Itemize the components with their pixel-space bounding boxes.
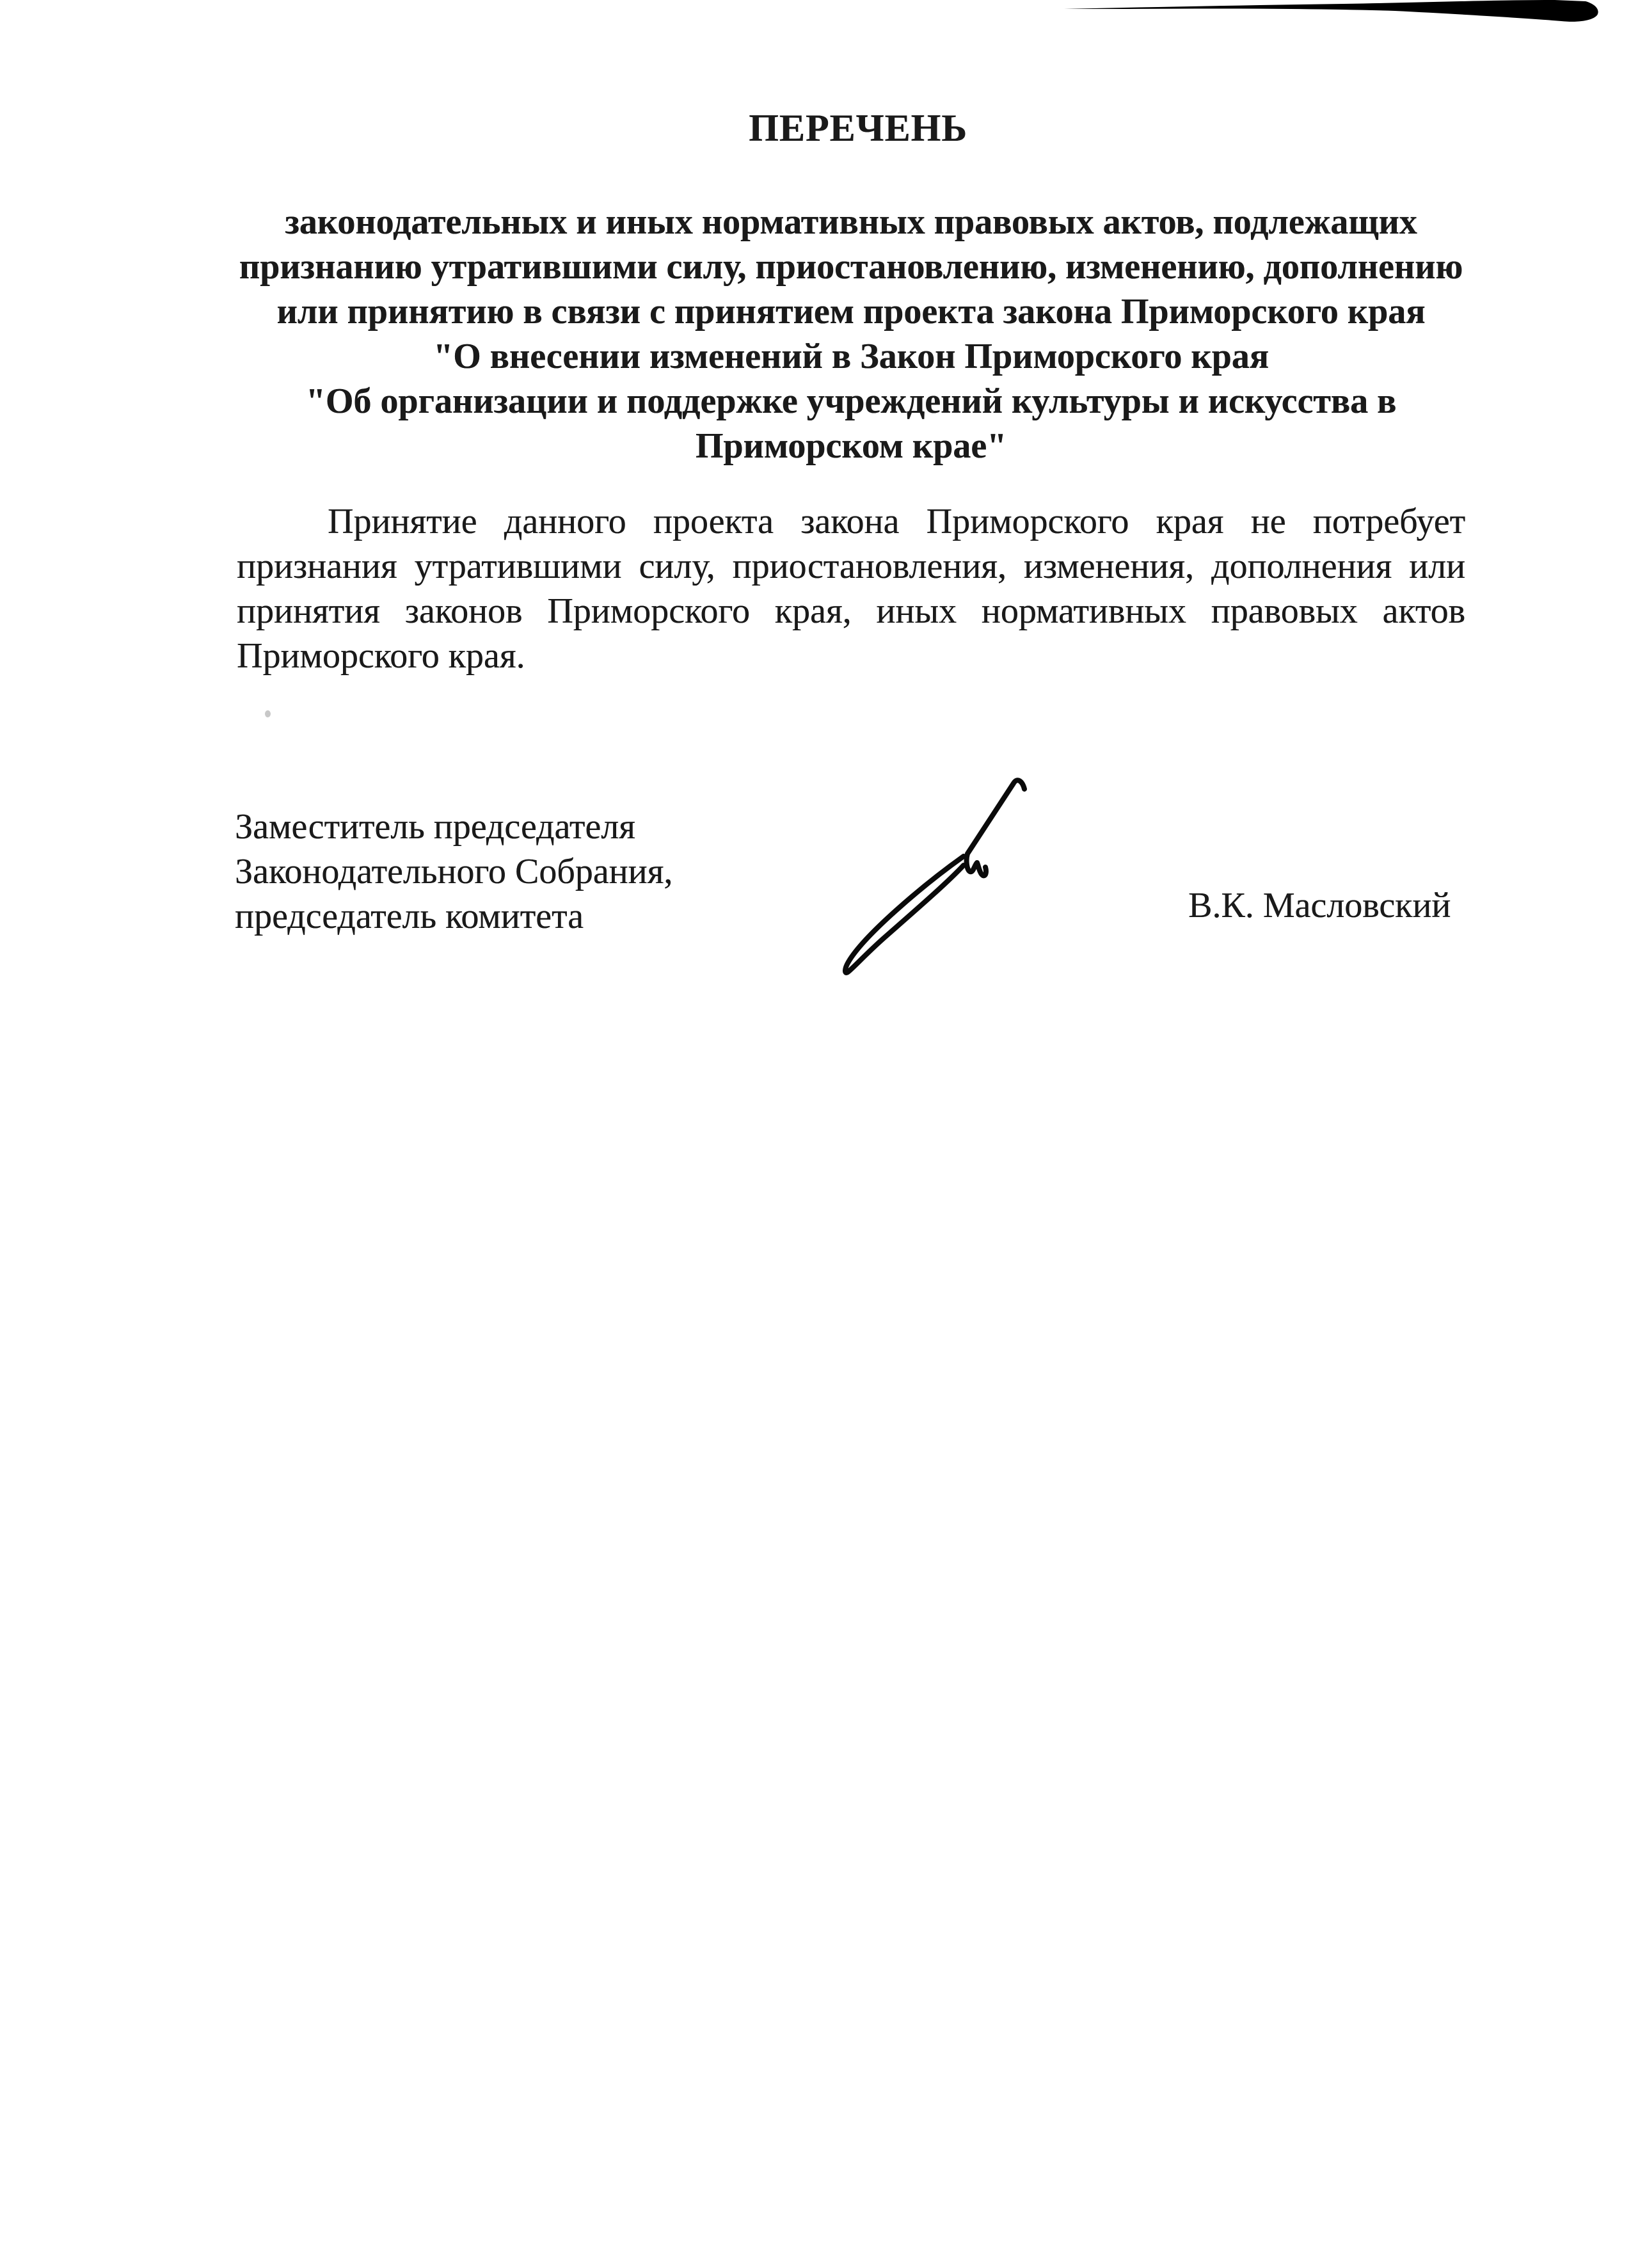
heading-line: признанию утратившими силу, приостановлению, изменению, дополнению	[239, 247, 1463, 287]
document-heading	[237, 200, 1465, 468]
body-line: признания утратившими силу, приостановления, изменения, дополнения или	[237, 547, 1465, 586]
body-line: Принятие данного проекта закона Приморского края не потребует	[328, 502, 1465, 541]
signature-position-line: Законодательного Собрания,	[235, 852, 673, 891]
signer-name: В.К. Масловский	[1188, 886, 1451, 925]
heading-line: Приморском крае"	[695, 426, 1007, 466]
signature-position-line: председатель комитета	[235, 897, 584, 936]
body-paragraph	[237, 499, 1465, 678]
heading-line: законодательных и иных нормативных правовых актов, подлежащих	[285, 202, 1417, 242]
scan-streak-artifact-icon	[1064, 0, 1598, 22]
heading-line: или принятию в связи с принятием проекта закона Приморского края	[276, 292, 1426, 331]
heading-line: "О внесении изменений в Закон Приморского края	[433, 337, 1269, 376]
signature-position-title	[235, 804, 939, 939]
body-line: Приморского края.	[237, 636, 525, 676]
signature-position-line: Заместитель председателя	[235, 807, 635, 847]
heading-line: "Об организации и поддержке учреждений культуры и искусства в	[305, 381, 1397, 421]
scan-speck-artifact	[265, 710, 271, 717]
body-line: принятия законов Приморского края, иных нормативных правовых актов	[237, 591, 1465, 631]
document-title: ПЕРЕЧЕНЬ	[749, 107, 967, 149]
handwritten-signature-icon	[967, 780, 1024, 875]
